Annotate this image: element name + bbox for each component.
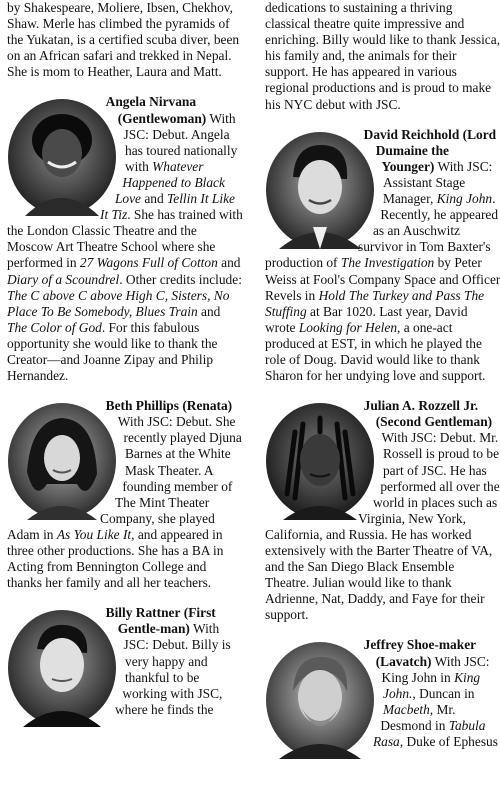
actor-name: David Reichhold (363, 126, 460, 142)
bio-text: Jeffrey Shoe-maker (Lavatch) With JSC: King John in King John., Duncan in Macbeth, Mr. Desmond in Tabula Rasa, Duke of Ephesus (363, 637, 498, 750)
bio-text: dedications to sustaining a thriving classical theatre quite impressive and enriching. Billy would like to thank Jessica, his family and, the animals for their support. He has appeared in various regional productions and is proud to make his NYC debut with JSC. (265, 0, 500, 112)
bio-billy-rattner-continued (265, 0, 500, 113)
left-column (7, 0, 243, 729)
bio-angela-nirvana (7, 94, 243, 384)
portrait-headshot-icon (7, 98, 117, 216)
jeffrey-shoemaker-photo (265, 641, 375, 759)
production-title: King John (436, 191, 493, 207)
production-title: As You Like It (56, 526, 132, 542)
production-title: The Investigation (340, 255, 435, 271)
actor-name: Beth Phillips (105, 398, 179, 414)
portrait-headshot-icon (265, 402, 375, 520)
production-title: Tabula Rasa, (372, 717, 486, 750)
production-title: 27 Wagons Full of Cotton (79, 255, 218, 271)
portrait-headshot-icon (265, 641, 375, 759)
bio-jeffrey-shoemaker (265, 637, 500, 761)
actor-role: (First Gentle-man) (117, 605, 216, 637)
actor-name: Billy Rattner (105, 605, 181, 621)
actor-role: (Gentlewoman) (117, 110, 207, 126)
julian-rozzell-photo (265, 402, 375, 520)
angela-nirvana-photo (7, 98, 117, 216)
bio-david-reichhold (265, 127, 500, 385)
bio-text: Angela Nirvana (Gentlewoman) With JSC: Debut. Angela has toured nationally with Whatever Happened to Black Love and Tellin It Like It Tiz. She has trained with the London Classic Theatre and the Moscow Art Theatre School where she performed in 27 Wagons Full of Cotton and Diary of a Scoundrel. Other credits include: The C above C above High C, Sisters, No Place To Be Somebody, Blues Train and The Color of God. For this fabulous opportunity she would like to thank the Creator—and Joanne Zipay and Philip Hernandez. (7, 94, 243, 384)
billy-rattner-photo (7, 609, 117, 727)
bio-text: Julian A. Rozzell Jr. (Second Gentleman) With JSC: Debut. Mr. Rossell is proud to be part of JSC. He has performed all over the world in places such as Virginia, New York, California, and Russia. He has worked extensively with the Barter Theatre of VA, and the San Diego Black Ensemble Theatre. Julian would like to thank Adrienne, Nat, Daddy, and Faye for their support. (265, 398, 500, 623)
production-title: Looking for Helen (298, 319, 398, 335)
actor-role: (Renata) (182, 398, 233, 414)
actor-role: (Second Gentleman) (375, 414, 493, 430)
david-reichhold-photo (265, 131, 375, 249)
bio-beth-phillips (7, 398, 243, 591)
portrait-headshot-icon (7, 609, 117, 727)
right-column (265, 0, 500, 761)
bio-text: Billy Rattner (First Gentle-man) With JSC: Debut. Billy is very happy and thankful to be working with JSC, where he finds the (105, 605, 231, 717)
bio-text: by Shakespeare, Moliere, Ibsen, Chekhov, Shaw. Merle has climbed the pyramids of the Yukatan, is a certified scuba diver, been on an African safari and trekked in Nepal. She is mom to Heather, Laura and Matt. (7, 0, 240, 80)
portrait-headshot-icon (265, 131, 375, 249)
actor-name: Jeffrey Shoe-maker (363, 637, 477, 653)
bio-text: David Reichhold (Lord Dumaine the Younger) With JSC: Assistant Stage Manager, King John. Recently, he appeared as an Auschwitz survivor in Tom Baxter's production of The Investigation by Peter Weiss at Fool's Company Space and Officer Revels in Hold The Turkey and Pass The Stuffing at Bar 1020. Last year, David wrote Looking for Helen, a one-act produced at EST, in which he played the role of Doug. David would like to thank Sharon for her undying love and support. (265, 126, 500, 384)
production-title: Whatever Happened to Black Love (114, 158, 225, 207)
portrait-headshot-icon (7, 402, 117, 520)
production-title: Hold The Turkey and Pass The Stuffing (265, 287, 485, 319)
actor-role: (Lavatch) (375, 653, 432, 669)
bio-julian-rozzell (265, 398, 500, 623)
production-title: The C above C above High C, Sisters, No Place To Be Somebody, Blues Train (7, 287, 230, 319)
production-title: The Color of God (7, 319, 102, 335)
bio-text: Beth Phillips (Renata) With JSC: Debut. She recently played Djuna Barnes at the White Mask Theater. A founding member of The Mint Theater Company, she played Adam in As You Like It, and appeared in three other productions. She has a BA in Acting from Bennington College and thanks her family and all her teachers. (7, 398, 242, 591)
bio-billy-rattner (7, 605, 243, 729)
actor-name: Angela Nirvana (105, 94, 197, 110)
bio-merle-continued (7, 0, 243, 80)
production-title: King John. (383, 669, 481, 701)
beth-phillips-photo (7, 402, 117, 520)
production-title: Macbeth, (382, 701, 434, 717)
production-title: Diary of a Scoundrel (7, 271, 120, 287)
actor-role: (Lord Dumaine the Younger) (375, 126, 497, 174)
actor-name: Julian A. Rozzell Jr. (363, 398, 479, 414)
production-title: Tellin It Like It Tiz (100, 191, 235, 223)
